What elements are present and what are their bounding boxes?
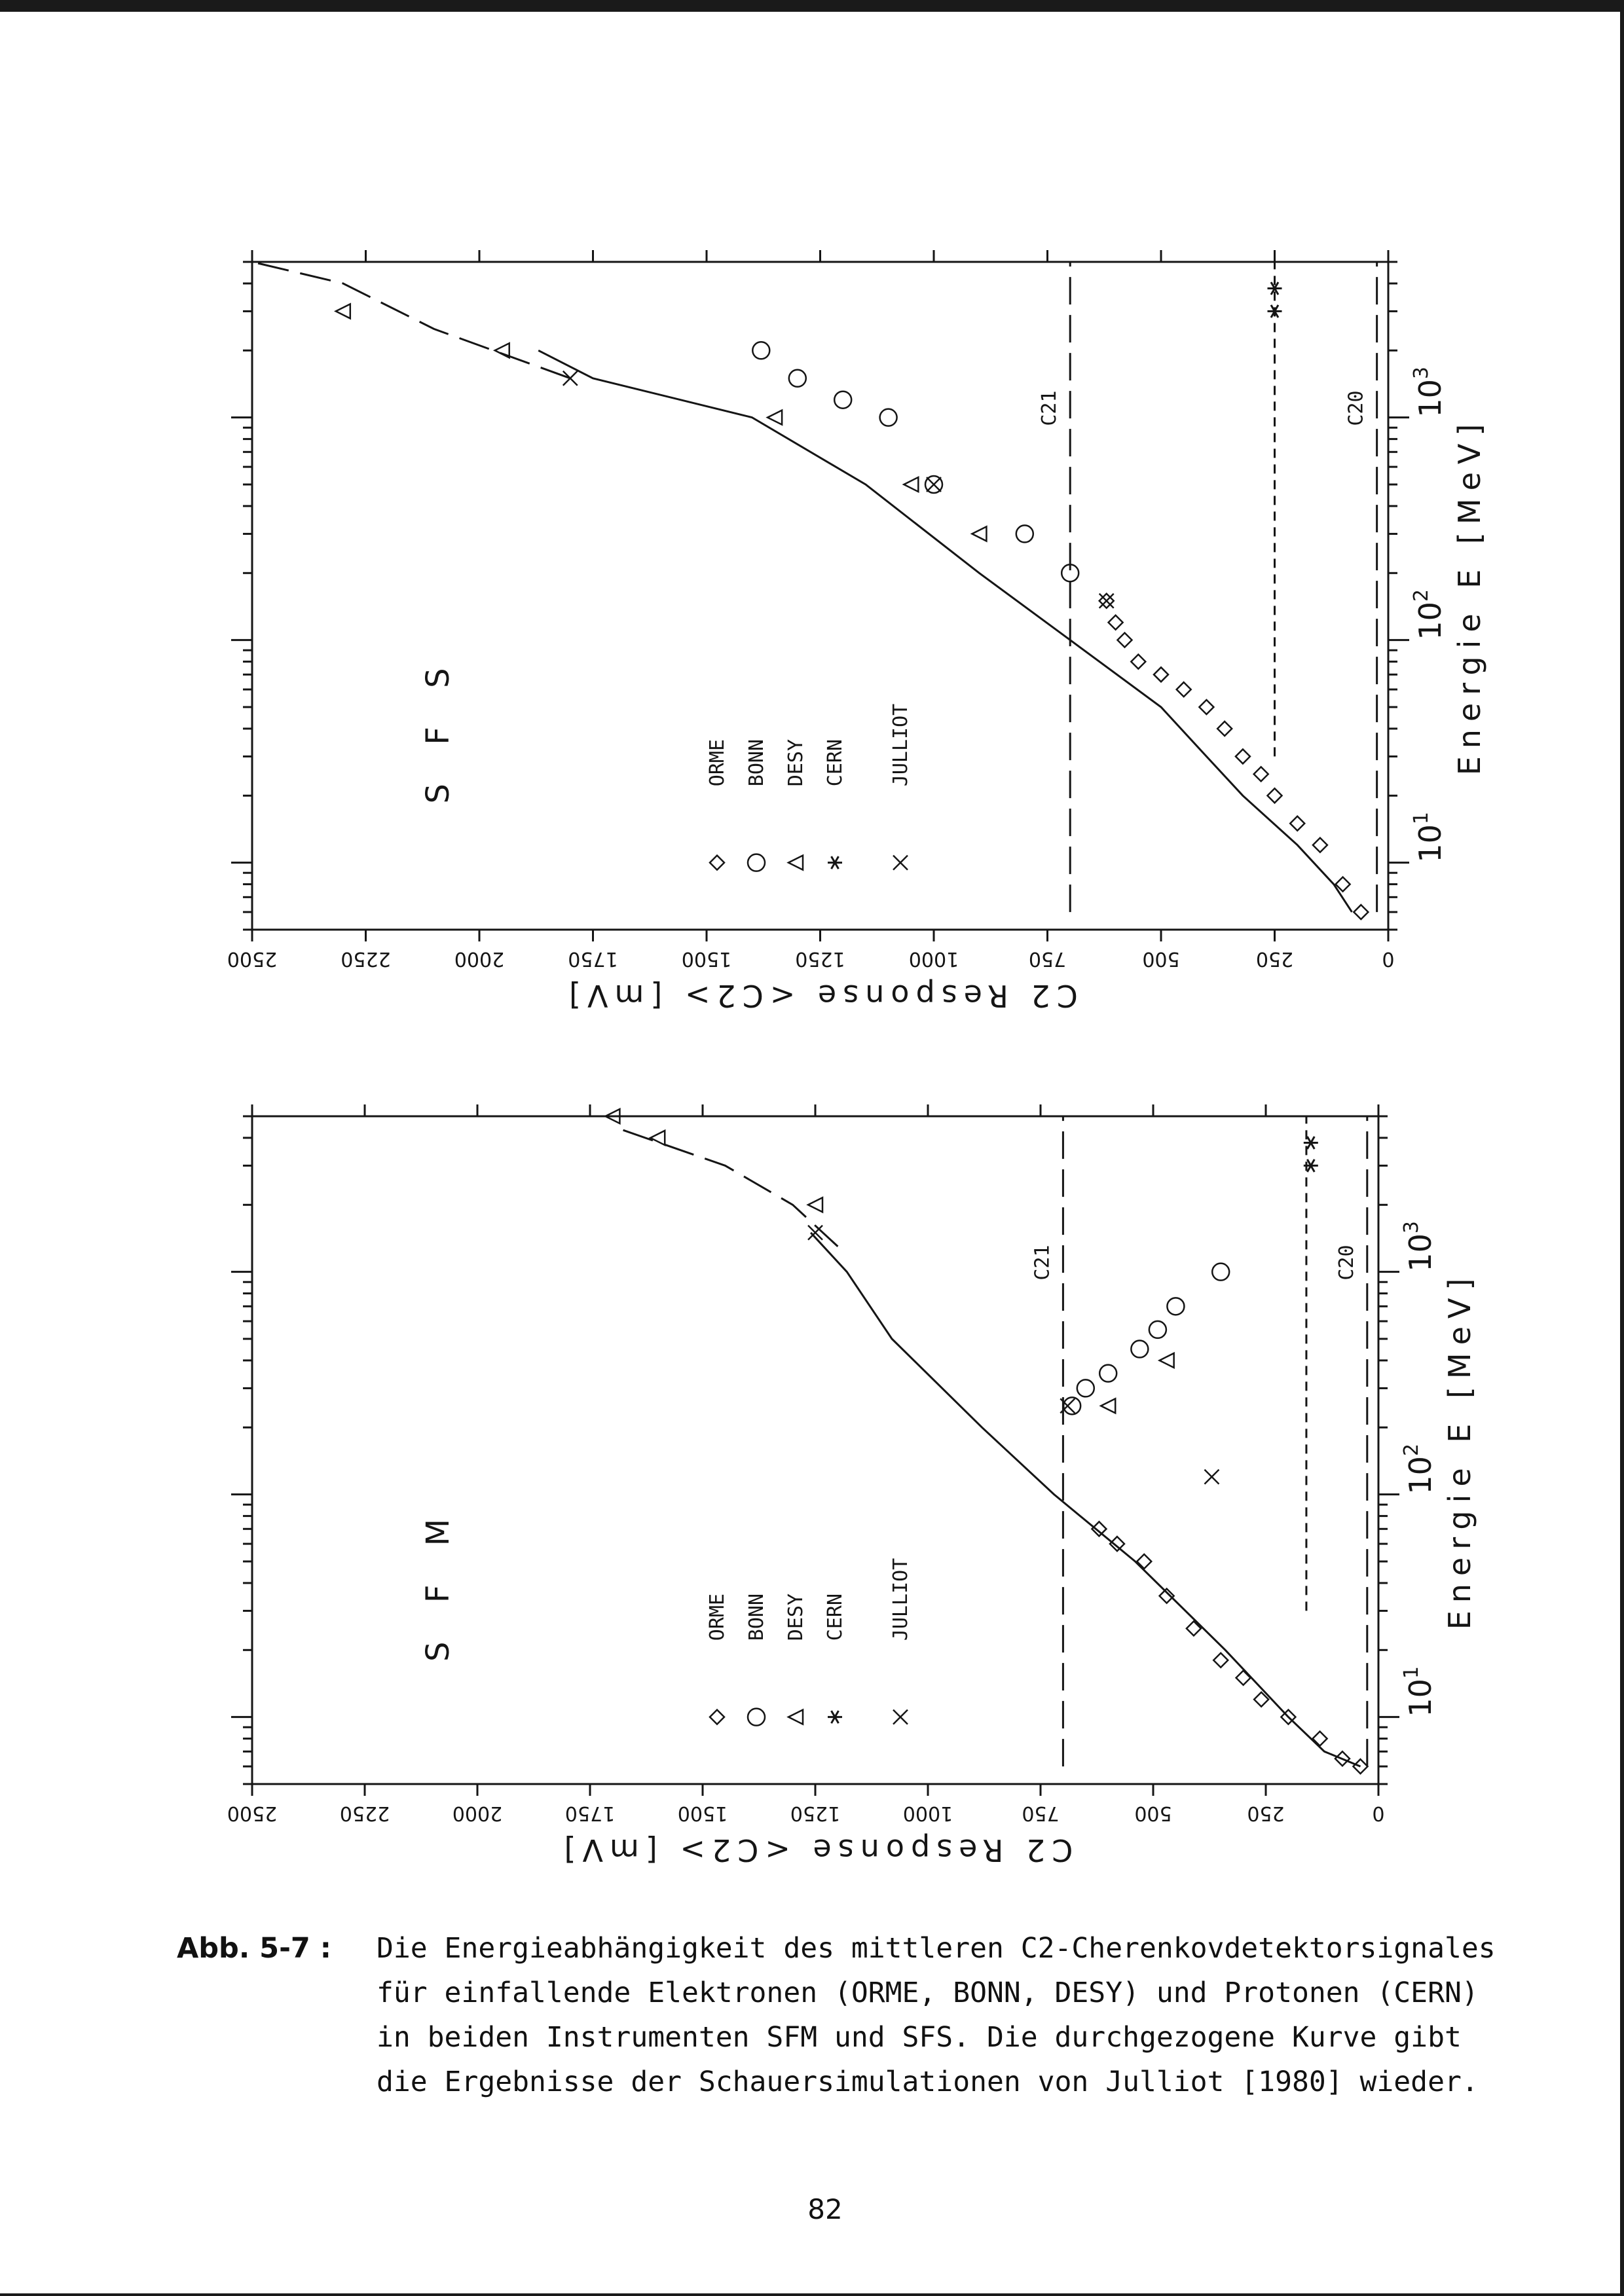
data-point-desy (336, 304, 350, 318)
data-point-bonn (1063, 1397, 1080, 1414)
data-point-julliot (1204, 1470, 1219, 1484)
data-point-orme (1236, 1671, 1251, 1685)
legend-marker (748, 854, 765, 871)
legend-marker (710, 856, 724, 870)
simulation-curve (538, 350, 1352, 912)
data-point-orme (1236, 749, 1250, 763)
scan-edge-bottom (0, 2293, 1624, 2296)
legend-label: ORME (706, 738, 729, 787)
plot-frame (252, 262, 1388, 930)
value-tick-label: 1000 (902, 1802, 953, 1825)
value-tick-label: 2250 (341, 947, 391, 970)
data-point-orme (1217, 721, 1232, 736)
caption-line: in beiden Instrumenten SFM und SFS. Die durchgezogene Kurve gibt (377, 2021, 1462, 2054)
data-point-bonn (789, 370, 806, 387)
caption-label: Abb. 5-7 : (177, 1932, 331, 1965)
data-point-orme (1160, 1589, 1174, 1603)
data-point-orme (1131, 655, 1145, 669)
legend-label: JULLIOT (889, 703, 912, 787)
energy-tick-exp: 2 (1410, 589, 1433, 602)
data-point-desy (1101, 1398, 1115, 1413)
simulation-curve (811, 1233, 1360, 1766)
data-point-julliot (563, 371, 578, 386)
value-tick-label: 500 (1134, 1802, 1172, 1825)
energy-tick-exp: 2 (1400, 1444, 1423, 1457)
energy-tick-label (1410, 589, 1448, 640)
legend-marker (788, 1710, 803, 1724)
data-point-bonn (1131, 1341, 1148, 1358)
value-tick-label: 1250 (790, 1802, 841, 1825)
data-point-orme (1092, 1522, 1106, 1536)
energy-tick-base: 10 (1412, 824, 1448, 863)
value-tick-label: 2000 (454, 947, 505, 970)
legend-marker (893, 856, 908, 870)
value-tick-label: 750 (1028, 947, 1067, 970)
energy-tick-label (1400, 1444, 1438, 1495)
value-tick-label: 750 (1022, 1802, 1060, 1825)
reference-line-label: C21 (1031, 1245, 1054, 1281)
chart-title: S F M (420, 1504, 456, 1662)
legend-label: CERN (824, 738, 847, 787)
reference-line-label: C20 (1335, 1245, 1358, 1281)
legend-marker (788, 856, 803, 870)
energy-tick-base: 10 (1403, 1456, 1438, 1495)
value-tick-label: 1500 (677, 1802, 728, 1825)
legend-marker (893, 1710, 908, 1724)
value-tick-label: 2000 (452, 1802, 503, 1825)
data-point-desy (808, 1197, 822, 1212)
legend-label: CERN (824, 1593, 847, 1641)
legend-marker (710, 1710, 724, 1724)
legend-marker (748, 1709, 765, 1726)
value-tick-label: 1750 (564, 1802, 616, 1825)
reference-line-label: C21 (1038, 390, 1061, 426)
data-point-bonn (1212, 1264, 1229, 1281)
extrapolation-curve (252, 262, 570, 378)
legend-label: DESY (784, 738, 807, 787)
energy-tick-base: 10 (1403, 1233, 1438, 1272)
energy-tick-exp: 1 (1400, 1666, 1423, 1679)
data-point-desy (972, 526, 986, 541)
data-point-bonn (880, 409, 897, 426)
data-point-orme (1109, 615, 1123, 630)
data-point-desy (767, 410, 782, 425)
data-point-desy (650, 1131, 665, 1145)
energy-tick-exp: 1 (1410, 812, 1433, 825)
value-tick-label: 2500 (227, 1802, 278, 1825)
data-point-julliot (1099, 594, 1114, 608)
legend-label: BONN (745, 1593, 768, 1641)
data-point-orme (1213, 1653, 1228, 1667)
value-tick-label: 1500 (681, 947, 732, 970)
chart-sfs (227, 250, 1487, 1013)
data-point-desy (904, 477, 918, 492)
extrapolation-curve (612, 1127, 838, 1247)
data-point-bonn (1167, 1298, 1184, 1315)
data-point-julliot (927, 477, 941, 492)
data-point-bonn (1099, 1365, 1116, 1382)
legend-label: DESY (784, 1593, 807, 1641)
legend-marker (828, 856, 842, 869)
legend-label: ORME (706, 1593, 729, 1641)
legend-label: JULLIOT (889, 1558, 912, 1641)
energy-tick-exp: 3 (1400, 1221, 1423, 1234)
value-axis-title: C2 Response <C2> [mV] (557, 1832, 1073, 1868)
data-point-orme (1199, 700, 1213, 714)
energy-axis-title: Energie E [MeV] (1442, 1270, 1477, 1630)
chart-title: S F S (420, 653, 456, 804)
energy-tick-label (1410, 367, 1448, 418)
data-point-bonn (1149, 1321, 1166, 1338)
data-point-orme (1290, 816, 1304, 831)
data-point-bonn (752, 342, 769, 359)
reference-line-label: C20 (1344, 390, 1368, 426)
value-tick-label: 250 (1247, 1802, 1285, 1825)
data-point-orme (1117, 633, 1132, 647)
caption-line: für einfallende Elektronen (ORME, BONN, DESY) und Protonen (CERN) (377, 1977, 1479, 2009)
value-tick-label: 1000 (908, 947, 959, 970)
data-point-orme (1254, 767, 1268, 781)
value-tick-label: 2250 (339, 1802, 390, 1825)
value-tick-label: 250 (1255, 947, 1294, 970)
caption-text (377, 1926, 1624, 2104)
energy-tick-base: 10 (1403, 1679, 1438, 1717)
data-point-bonn (1016, 525, 1033, 542)
value-tick-label: 1750 (568, 947, 618, 970)
data-point-bonn (1077, 1379, 1094, 1396)
data-point-desy (1160, 1353, 1174, 1368)
caption-line: Die Energieabhängigkeit des mittleren C2-Cherenkovdetektorsignales (377, 1932, 1496, 1965)
data-point-orme (1268, 788, 1282, 803)
energy-tick-label (1410, 812, 1448, 863)
energy-tick-exp: 3 (1410, 367, 1433, 380)
plot-frame (252, 1116, 1378, 1784)
energy-tick-base: 10 (1412, 602, 1448, 640)
data-point-orme (1177, 682, 1191, 697)
legend-marker (828, 1711, 842, 1723)
chart-sfm (227, 1104, 1477, 1868)
page-number: 82 (807, 2193, 843, 2225)
value-tick-label: 0 (1372, 1802, 1385, 1825)
energy-tick-base: 10 (1412, 379, 1448, 418)
energy-tick-label (1400, 1666, 1438, 1717)
value-tick-label: 500 (1142, 947, 1180, 970)
data-point-orme (1313, 838, 1327, 852)
energy-tick-label (1400, 1221, 1438, 1272)
data-point-bonn (834, 392, 851, 409)
value-tick-label: 0 (1382, 947, 1395, 970)
legend-label: BONN (745, 738, 768, 787)
data-point-orme (1354, 905, 1368, 919)
caption-line: die Ergebnisse der Schauersimulationen von Julliot [1980] wieder. (377, 2066, 1479, 2098)
value-axis-title: C2 Response <C2> [mV] (563, 978, 1078, 1013)
data-point-orme (1154, 667, 1168, 682)
value-tick-label: 1250 (795, 947, 845, 970)
energy-axis-title: Energie E [MeV] (1452, 416, 1487, 776)
data-point-orme (1110, 1537, 1124, 1551)
value-tick-label: 2500 (227, 947, 278, 970)
